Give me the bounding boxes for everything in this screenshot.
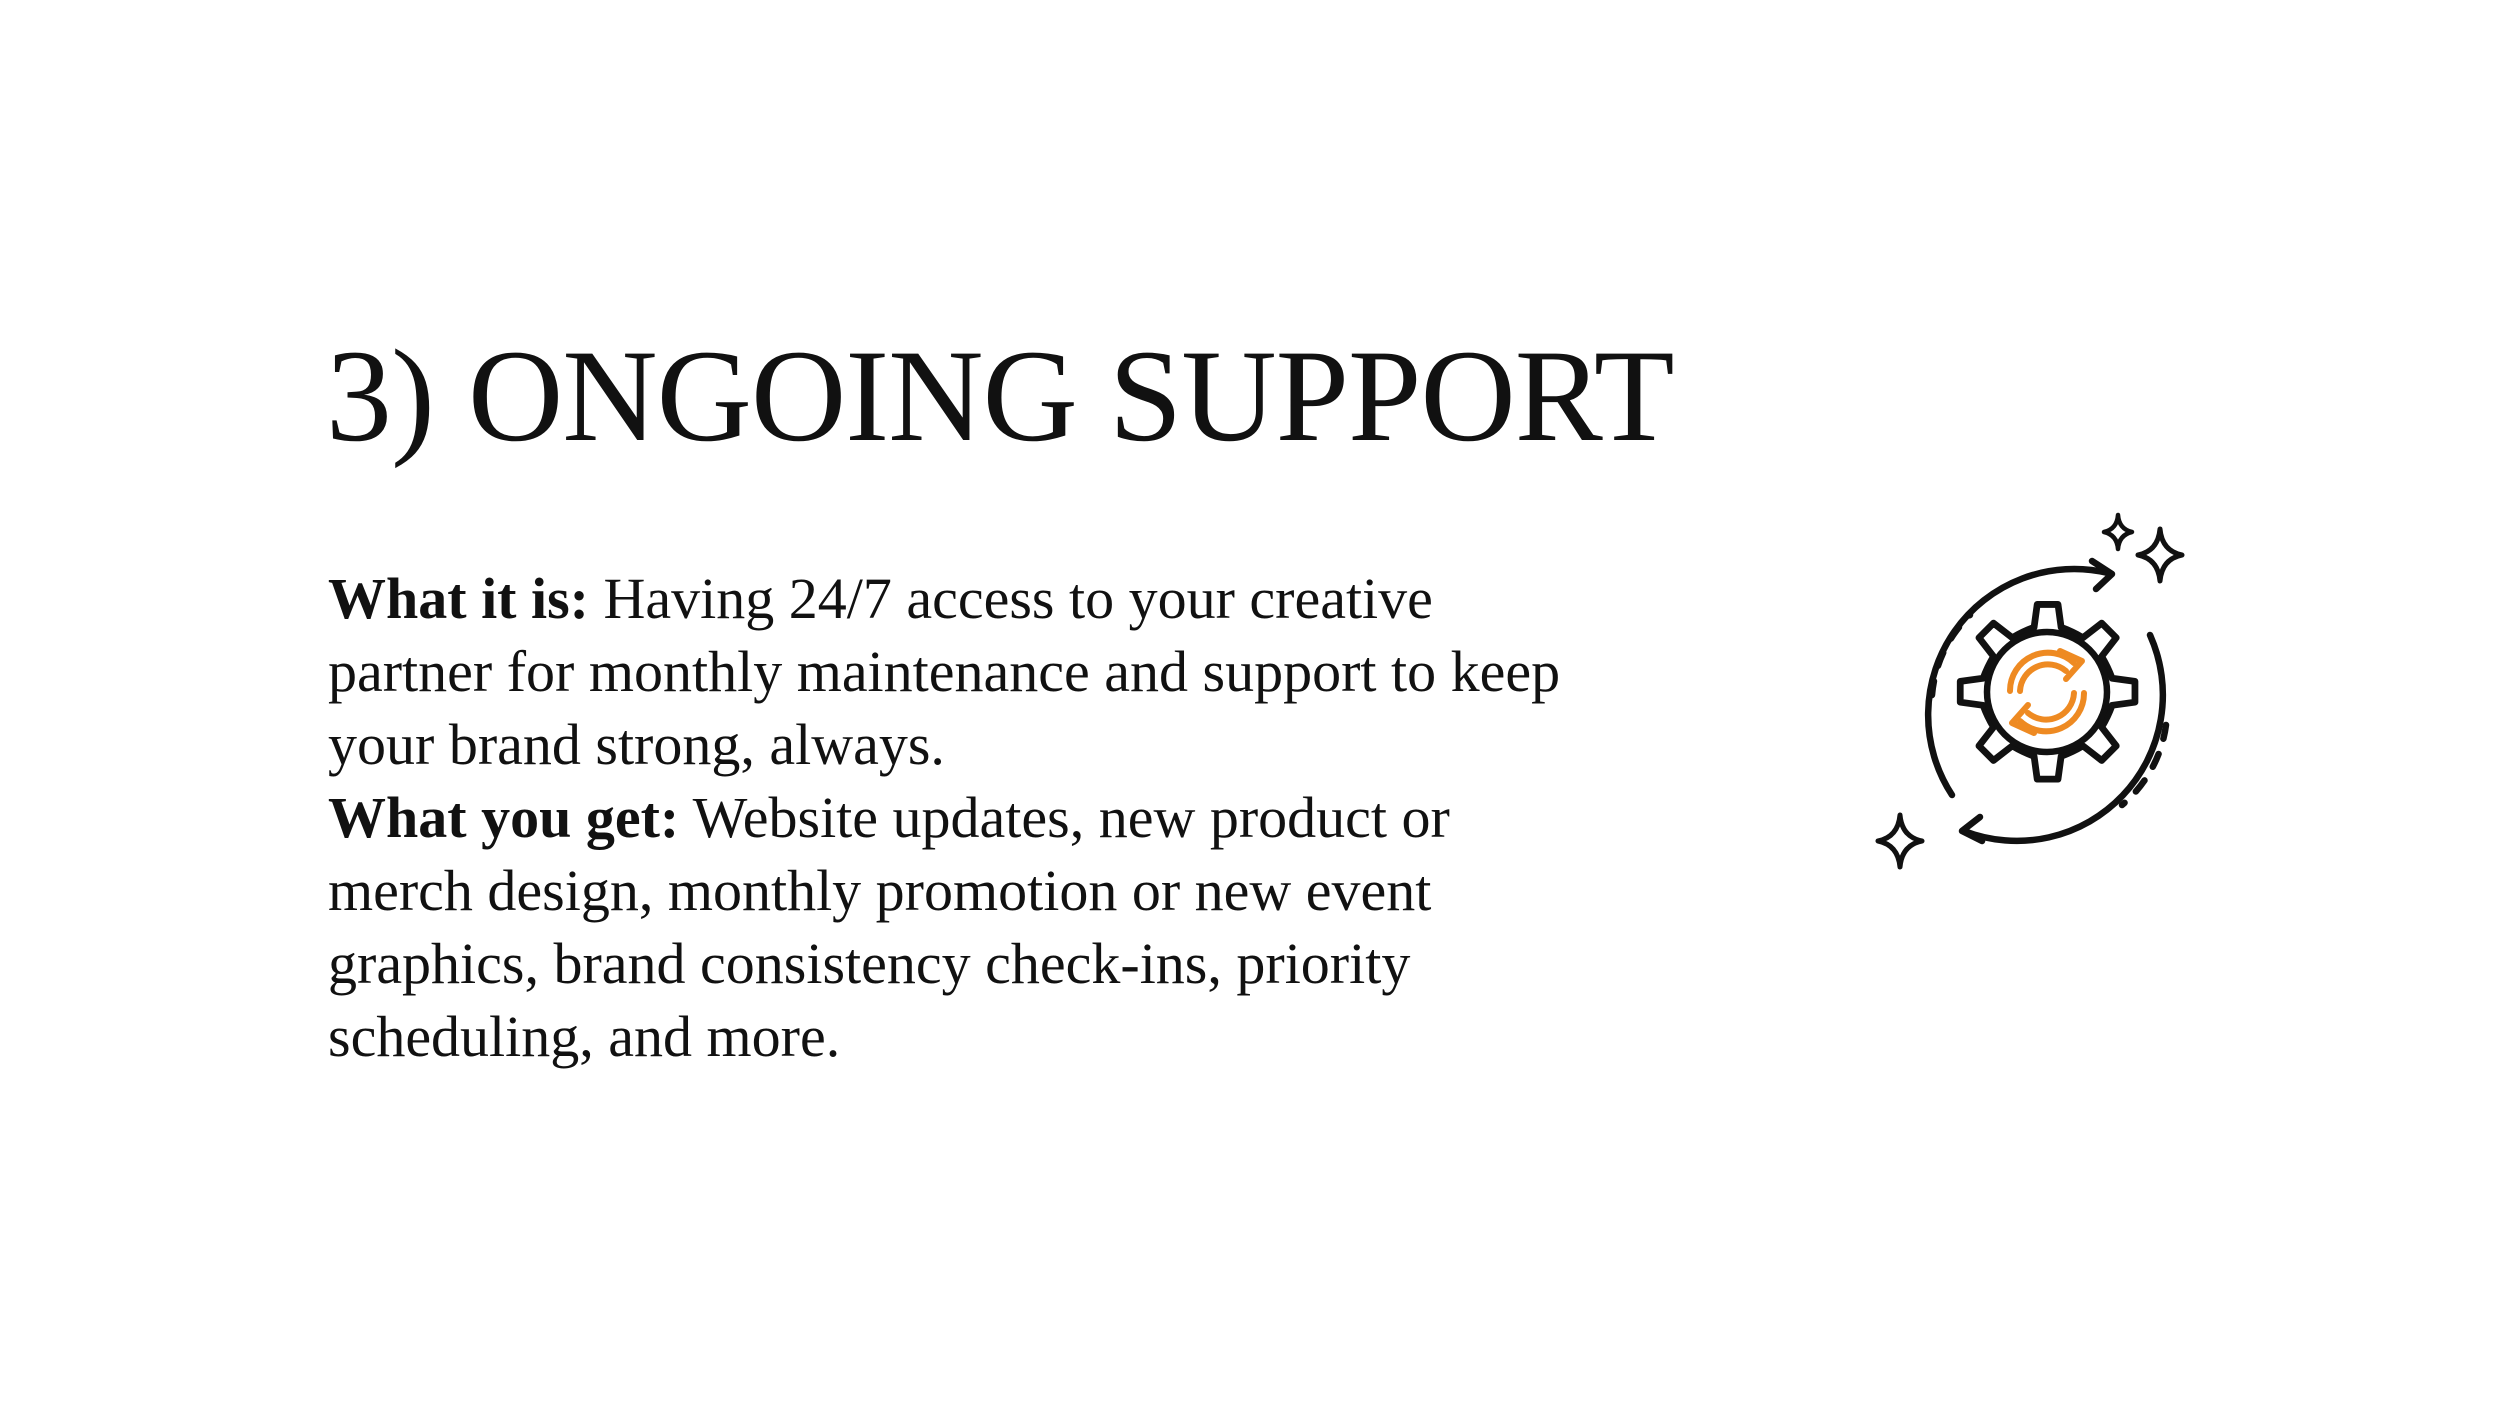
- sparkle-bottom: [1878, 815, 1922, 867]
- what-you-get-label: What you get:: [328, 785, 680, 850]
- slide-heading: [326, 322, 1674, 469]
- what-it-is-text: Having 24/7 access to your creative partner for monthly maintenance and support to keep your brand strong, always.: [328, 566, 1561, 777]
- sparkle-small: [2104, 515, 2132, 549]
- what-it-is-paragraph: [328, 562, 1568, 781]
- cycle-arrow-top: [1928, 569, 2108, 795]
- heading-number: 3): [326, 322, 434, 469]
- what-it-is-label: What it is:: [328, 566, 589, 631]
- sparkle-large: [2138, 529, 2182, 581]
- heading-title: ONGOING SUPPORT: [467, 322, 1674, 469]
- gear-refresh-icon: [1860, 505, 2220, 885]
- description-block: [328, 562, 1568, 1073]
- what-you-get-text: Website updates, new product or merch design, monthly promotion or new event graphics, brand consistency check-ins, priority scheduling, and more.: [328, 785, 1450, 1069]
- what-you-get-paragraph: [328, 781, 1568, 1073]
